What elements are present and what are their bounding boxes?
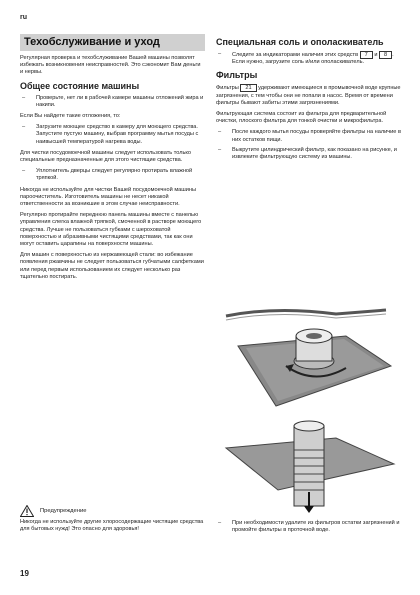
text-fragment: Фильтры xyxy=(216,85,239,92)
warning-text: Никогда не используйте другие хлоросодержащие чистящие средства для бытовых нужд! Это опасно для здоровья! xyxy=(20,519,204,533)
text-fragment: . Если нужно, загрузите соль и/или ополаскиватель. xyxy=(232,52,394,66)
intro-paragraph: Регулярная проверка и техобслуживание Вашей машины позволят избежать возникновения неисправностей. Это сэкономит Вам деньги и нервы. xyxy=(20,55,201,76)
list-item: – Уплотнитель дверцы следует регулярно протирать влажной тряпкой. xyxy=(20,168,205,182)
bullet-list xyxy=(20,95,205,109)
filter-lift-illustration xyxy=(216,418,402,514)
list-item: – После каждого мытья посуды проверяйте фильтры на наличие в них остатков пищи. xyxy=(216,129,402,143)
filter-removal-illustration xyxy=(216,306,402,409)
text-fragment: удерживают имеющиеся в промывочной воде крупные загрязнения, с тем чтобы они не попали в насос. Время от времени фильтры бывают забиты этими загрязнениями. xyxy=(216,85,401,106)
list-item xyxy=(216,51,402,66)
page-title: Техобслуживание и уход xyxy=(20,34,205,51)
section-title-general-condition: Общее состояние машины xyxy=(20,80,140,91)
paragraph xyxy=(216,84,402,107)
bullet-list xyxy=(20,168,205,182)
bullet-list xyxy=(216,520,402,534)
warning-triangle-icon xyxy=(20,505,34,517)
paragraph: Регулярно протирайте переднюю панель машины вместе с панелью управления слегка влажной тряпкой, смоченной в растворе моющего средства. Лучше не пользоваться губками с шероховатой поверхностью и абразивными чистящими средствами, так как они могут оставить царапины на поверхности машины. xyxy=(20,212,202,248)
list-item: – При необходимости удалите из фильтров остатки загрязнений и промойте фильтры в проточной воде. xyxy=(216,520,402,534)
filter-ref-21: 21 xyxy=(240,84,256,92)
warning-header xyxy=(20,505,205,517)
paragraph: Фильтрующая система состоит из фильтра для предварительной очистки, плоского фильтра для тонкой очистки и микрофильтра. xyxy=(216,111,387,125)
indicator-ref-7: 7 xyxy=(360,51,373,59)
warning-label: Предупреждение xyxy=(40,508,87,514)
warning-block xyxy=(20,505,205,537)
paragraph: Для чистки посудомоечной машины следует использовать только специальные предназначенные для этого чистящие средства. xyxy=(20,149,192,164)
section-title-filters: Фильтры xyxy=(216,70,258,81)
bottom-bullet-block xyxy=(216,520,402,538)
page-number: 19 xyxy=(20,569,29,578)
list-item: – Проверьте, нет ли в рабочей камере машины отложений жира и накипи. xyxy=(20,95,205,109)
section-title-salt-rinse: Специальная соль и ополаскиватель xyxy=(216,37,384,47)
list-item: – Загрузите моющее средство в камеру для моющего средства. Запустите пустую машину, выбрав программу мытья посуды с наивысшей температурой нагрева воды. xyxy=(20,124,205,146)
list-item: – Выкрутите цилиндрический фильтр, как показано на рисунке, и извлеките фильтрующую систему из машины. xyxy=(216,147,402,161)
bullet-list xyxy=(20,124,205,146)
paragraph: Если Вы найдете такие отложения, то: xyxy=(20,113,121,120)
bullet-list xyxy=(216,129,402,161)
text-fragment: и xyxy=(374,52,378,58)
text-fragment: Следите за индикаторами наличия этих средств xyxy=(232,52,359,58)
language-code: ru xyxy=(20,14,27,21)
left-column xyxy=(20,34,205,285)
paragraph: Для машин с поверхностью из нержавеющей стали: во избежание появления ржавчины не следует пользоваться губчатыми салфетками или перед первым использованием их следует несколько раз тщательно постирать. xyxy=(20,252,204,280)
bullet-list xyxy=(216,51,402,66)
indicator-ref-8: 8 xyxy=(379,51,392,59)
paragraph: Никогда не используйте для чистки Вашей посудомоечной машины пароочиститель. Изготовитель машины не несет никакой ответственности за возникшие в этом случае неисправности. xyxy=(20,186,196,208)
right-column xyxy=(216,34,402,165)
